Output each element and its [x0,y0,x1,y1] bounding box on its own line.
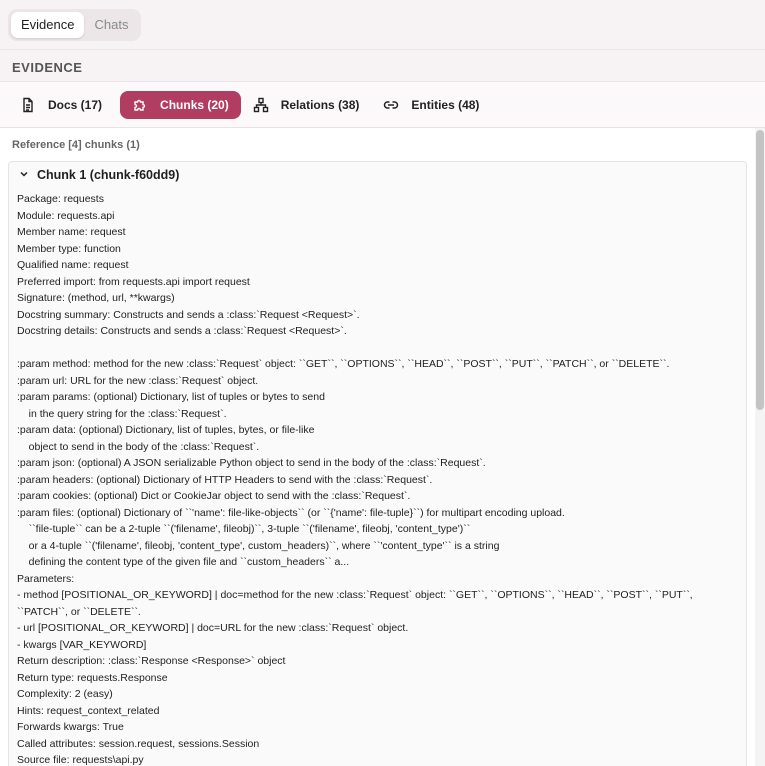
chunk-line: :param url: URL for the new :class:`Request` object. [17,374,259,387]
chunk-line: ``PATCH``, or ``DELETE``. [17,605,141,618]
chunks-content [0,128,765,766]
chunk-line: :param files: (optional) Dictionary of ``'name': file-like-objects`` (or ``{'name': file-tuple}``) for multipart encoding upload. [17,506,565,519]
link-icon [383,97,399,113]
chunk-line: Return type: requests.Response [17,671,168,684]
tab-relations-label: Relations (38) [280,97,360,112]
chunk-line: ``file-tuple`` can be a 2-tuple ``('filename', fileobj)``, 3-tuple ``('filename', fileobj, 'content_type')`` [17,523,471,535]
view-switcher [8,9,141,41]
chunk-header[interactable] [9,162,746,188]
chunk-line: object to send in the body of the :class:`Request`. [17,440,260,453]
chunk-title: Chunk 1 (chunk-f60dd9) [37,168,180,182]
tab-entities-label: Entities (48) [411,97,480,112]
chunk-line: defining the content type of the given file and ``custom_headers`` a... [17,556,350,568]
chunk-line: :param params: (optional) Dictionary, list of tuples or bytes to send [17,391,325,403]
puzzle-icon [132,97,148,113]
chunk-card [8,161,747,766]
tab-docs[interactable] [14,91,114,119]
chunk-line: Package: requests [17,193,104,205]
tab-entities[interactable] [377,91,491,119]
reference-label: Reference [4] chunks (1) [12,139,140,151]
chunk-line: :param cookies: (optional) Dict or CookieJar object to send with the :class:`Request`. [17,490,411,502]
chunk-line: Signature: (method, url, **kwargs) [17,292,175,304]
chunk-line: Preferred import: from requests.api import request [17,275,250,288]
view-switcher-bar [0,0,765,50]
evidence-tabs [0,82,765,128]
chats-view-button[interactable]: Chats [94,17,129,32]
chunk-line: - url [POSITIONAL_OR_KEYWORD] | doc=URL for the new :class:`Request` object. [17,622,409,634]
chunk-line: :param headers: (optional) Dictionary of HTTP Headers to send with the :class:`Request`. [17,473,433,486]
chunk-line: :param json: (optional) A JSON serializable Python object to send in the body of the :class:`Request`. [17,457,486,469]
chunk-line: Qualified name: request [17,259,129,271]
chunk-line: Docstring details: Constructs and sends a :class:`Request <Request>`. [17,325,347,337]
hierarchy-icon [253,97,269,113]
chunk-line: Hints: request_context_related [17,704,160,717]
document-icon [20,97,36,113]
chunk-line: Docstring summary: Constructs and sends a :class:`Request <Request>`. [17,308,360,321]
tab-docs-label: Docs (17) [48,97,103,112]
chunk-line: Module: requests.api [17,209,115,222]
chunk-line: Complexity: 2 (easy) [17,688,113,700]
chunk-line: Called attributes: session.request, sessions.Session [17,737,260,750]
tab-relations[interactable] [247,91,372,119]
scrollbar-thumb[interactable] [756,130,764,410]
tab-chunks[interactable] [120,91,241,119]
chunk-line: or a 4-tuple ``('filename', fileobj, 'content_type', custom_headers)``, where ``'content_type'`` is a string [17,539,500,552]
chunk-line: Return description: :class:`Response <Response>` object [17,655,286,667]
chunk-line: Source file: requests\api.py [17,754,144,766]
chunk-line: :param method: method for the new :class:`Request` object: ``GET``, ``OPTIONS``, ``HEAD``, ``POST``, ``PUT``, ``PATCH``, or ``DELETE``. [17,358,670,370]
chunk-line: Member type: function [17,242,121,255]
section-title: EVIDENCE [0,50,765,82]
chunk-line: in the query string for the :class:`Request`. [17,407,227,420]
chunk-line: Forwards kwargs: True [17,721,124,733]
chunk-line: - kwargs [VAR_KEYWORD] [17,638,147,651]
chunk-line: :param data: (optional) Dictionary, list of tuples, bytes, or file-like [17,424,315,436]
evidence-view-button[interactable]: Evidence [11,12,84,38]
chevron-down-icon [19,168,37,182]
chunk-body [9,188,746,766]
chunk-line: Parameters: [17,572,75,585]
chunk-line: Member name: request [17,226,126,238]
chunk-line: - method [POSITIONAL_OR_KEYWORD] | doc=method for the new :class:`Request` object: ``GET``, ``OPTIONS``, ``HEAD``, ``POST``, ``PUT``, [17,589,693,601]
chunk-line [17,340,746,357]
tab-chunks-label: Chunks (20) [160,97,229,112]
